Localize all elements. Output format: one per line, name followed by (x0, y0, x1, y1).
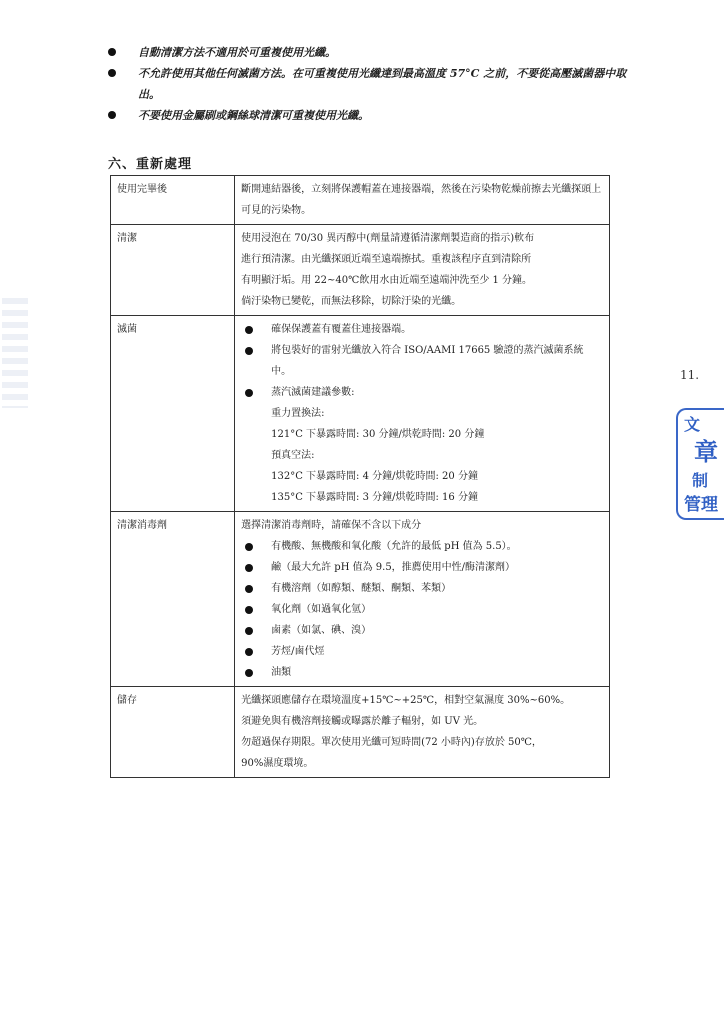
table-row (111, 316, 610, 512)
table-row (111, 512, 610, 687)
bullet-item (241, 599, 603, 620)
row-content (235, 225, 610, 316)
bullet-text: 油類 (271, 667, 292, 678)
margin-mark: 11. (680, 368, 700, 382)
bullet-item (241, 382, 603, 403)
row-label: 清潔 (111, 225, 235, 316)
bullet-item (241, 620, 603, 641)
bullet-dot-icon (245, 564, 253, 572)
bullet-item (241, 578, 603, 599)
bullet-text: 鹵素（如氯、碘、溴） (271, 625, 372, 636)
bullet-item (241, 641, 603, 662)
bullet-item (241, 319, 603, 340)
bullet-dot-icon (245, 648, 253, 656)
cleaning-line: 倘汙染物已變乾，而無法移除，切除汙染的光纖。 (241, 296, 462, 307)
bullet-item (241, 662, 603, 683)
row-label: 清潔消毒劑 (111, 512, 235, 687)
table-row (111, 176, 610, 225)
bullet-text: 將包裝好的雷射光纖放入符合 ISO/AAMI 17665 驗證的蒸汽滅菌系統中。 (271, 345, 584, 377)
top-bullet-list (108, 42, 628, 126)
stamp-char: 文 (684, 415, 701, 434)
bullet-dot-icon (245, 543, 253, 551)
bullet-text: 有機溶劑（如醇類、醚類、酮類、苯類） (271, 583, 452, 594)
prevac-params-132: 132°C 下暴露時間: 4 分鐘/烘乾時間: 20 分鐘 (271, 471, 478, 482)
bullet-dot-icon (245, 585, 253, 593)
bullet-item (108, 105, 628, 126)
bullet-dot-icon (108, 48, 116, 56)
bullet-text: 有機酸、無機酸和氧化酸（允許的最低 pH 值為 5.5）。 (271, 541, 517, 552)
prevac-method-label: 預真空法: (271, 450, 315, 461)
cleaning-line: 進行預清潔。由光纖探頭近端至遠端擦拭。重複該程序直到清除所 (241, 254, 532, 265)
disinfectant-intro: 選擇清潔消毒劑時，請確保不含以下成分 (241, 520, 422, 531)
bullet-text: 鹼（最大允許 pH 值為 9.5，推薦使用中性/酶清潔劑） (271, 562, 516, 573)
gravity-params: 121°C 下暴露時間: 30 分鐘/烘乾時間: 20 分鐘 (271, 429, 485, 440)
table-row (111, 225, 610, 316)
bullet-dot-icon (245, 627, 253, 635)
after-use-text: 斷開連結器後，立刻將保護帽蓋在連接器端，然後在污染物乾燥前擦去光纖探頭上可見的污染物。 (241, 184, 602, 216)
bullet-dot-icon (108, 111, 116, 119)
bullet-text: 蒸汽滅菌建議參數: (271, 387, 355, 398)
storage-line: 光纖探頭應儲存在環境溫度+15℃~+25℃，相對空氣濕度 30%~60%。 (241, 695, 571, 706)
row-label: 滅菌 (111, 316, 235, 512)
bullet-dot-icon (245, 669, 253, 677)
row-content (235, 512, 610, 687)
cleaning-line: 有明顯汙垢。用 22~40℃飲用水由近端至遠端沖洗至少 1 分鐘。 (241, 275, 533, 286)
bullet-dot-icon (245, 326, 253, 334)
gravity-method-label: 重力置換法: (271, 408, 325, 419)
bullet-text: 不允許使用其他任何滅菌方法。在可重複使用光纖達到最高溫度 57°C 之前，不要從高壓滅菌器中取出。 (138, 67, 627, 101)
row-content (235, 687, 610, 778)
bullet-text: 不要使用金屬刷或鋼絲球清潔可重複使用光纖。 (138, 109, 369, 122)
stamp-char: 管理 (684, 495, 718, 515)
bullet-dot-icon (245, 347, 253, 355)
stamp-char: 制 (692, 471, 709, 490)
bullet-text: 自動清潔方法不適用於可重複使用光纖。 (138, 46, 336, 59)
bullet-item (108, 42, 628, 63)
bleed-through-mark (2, 298, 28, 408)
row-label: 儲存 (111, 687, 235, 778)
storage-line: 勿超過保存期限。單次使用光纖可短時間(72 小時內)存放於 50℃， (241, 737, 542, 748)
bullet-dot-icon (245, 606, 253, 614)
document-control-stamp (676, 408, 724, 520)
bullet-item (241, 536, 603, 557)
row-label: 使用完畢後 (111, 176, 235, 225)
bullet-dot-icon (108, 69, 116, 77)
bullet-text: 確保保護蓋有覆蓋住連接器端。 (271, 324, 412, 335)
bullet-item (241, 557, 603, 578)
storage-line: 90%濕度環境。 (241, 758, 314, 769)
storage-line: 須避免與有機溶劑接觸或曝露於離子輻射，如 UV 光。 (241, 716, 484, 727)
prevac-params-135: 135°C 下暴露時間: 3 分鐘/烘乾時間: 16 分鐘 (271, 492, 478, 503)
bullet-text: 氧化劑（如過氧化氫） (271, 604, 372, 615)
stamp-char: 章 (694, 437, 718, 466)
row-content (235, 316, 610, 512)
bullet-item (241, 340, 603, 382)
reprocessing-table (110, 175, 610, 778)
cleaning-line: 使用浸泡在 70/30 異丙醇中(劑量請遵循清潔劑製造商的指示)軟布 (241, 233, 535, 244)
table-row (111, 687, 610, 778)
bullet-item (108, 63, 628, 105)
bullet-dot-icon (245, 389, 253, 397)
section-title: 六、重新處理 (108, 157, 193, 172)
row-content (235, 176, 610, 225)
bullet-text: 芳烴/鹵代烴 (271, 646, 325, 657)
